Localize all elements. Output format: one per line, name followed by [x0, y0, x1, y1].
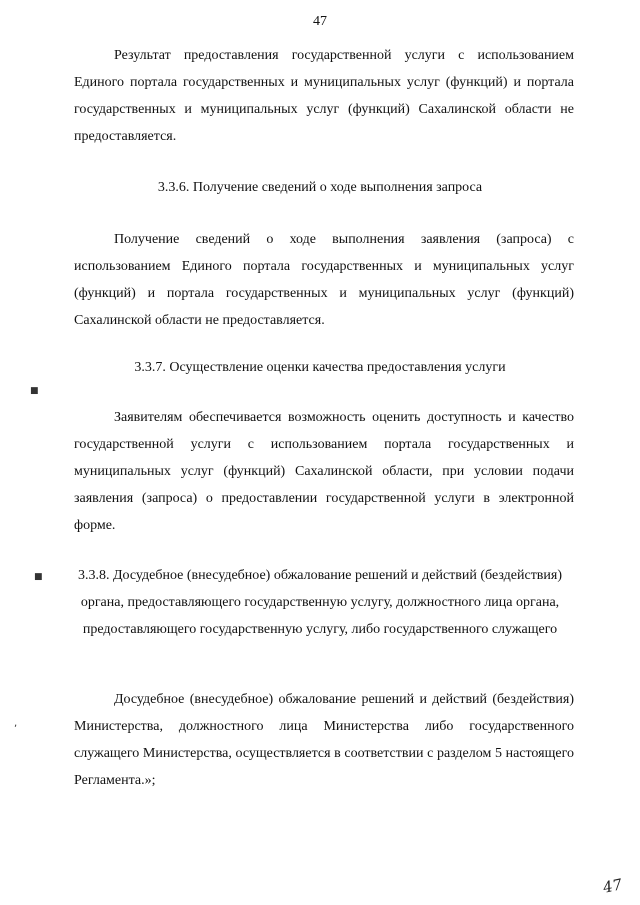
margin-mark: ■	[34, 572, 43, 582]
paragraph-quality-assessment: Заявителям обеспечивается возможность оценить доступность и качество государственной услуги с использованием портала государственных и муниципальных услуг (функций) Сахалинской области, при условии подачи заявления (запроса) о предоставлении государственной услуги в электронной форме.	[74, 410, 574, 533]
paragraph-pretrial-appeal: Досудебное (внесудебное) обжалование решений и действий (бездействия) Министерства, должностного лица Министерства либо государственного служащего Министерства, осуществляется в соответствии с разделом 5 настоящего Регламента.»;	[74, 692, 574, 788]
heading-3-3-7: 3.3.7. Осуществление оценки качества предоставления услуги	[134, 360, 506, 375]
margin-mark: ,	[14, 718, 18, 729]
heading-3-3-8: 3.3.8. Досудебное (внесудебное) обжалование решений и действий (бездействия) органа, предоставляющего государственную услугу, должностного лица органа, предоставляющего государственную услугу, либо государственного служащего	[77, 568, 563, 637]
paragraph-request-status: Получение сведений о ходе выполнения заявления (запроса) с использованием Единого портала государственных и муниципальных услуг (функций) и портала государственных и муниципальных услуг (функций) Сахалинской области не предоставляется.	[74, 232, 574, 328]
heading-3-3-6: 3.3.6. Получение сведений о ходе выполнения запроса	[157, 180, 483, 195]
page-number: 47	[313, 14, 327, 29]
margin-mark: ■	[30, 386, 39, 396]
paragraph-result-not-provided: Результат предоставления государственной услуги с использованием Единого портала государственных и муниципальных услуг (функций) и портала государственных и муниципальных услуг (функций) Сахалинской области не предоставляется.	[74, 48, 574, 144]
handwritten-page-number: 47	[601, 875, 624, 897]
